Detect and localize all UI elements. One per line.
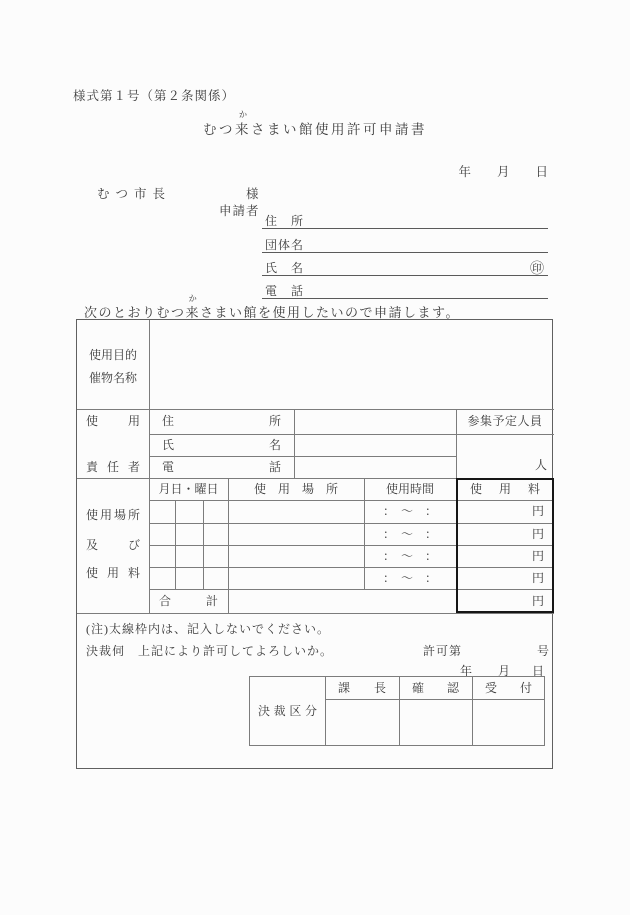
form-title: むつ か 来さまい館使用許可申請書: [203, 110, 427, 137]
table-line: [77, 613, 554, 614]
purpose-blank-area: [150, 321, 553, 408]
responsible-phone-label: 電話: [162, 460, 281, 474]
application-date-line: 年 月 日: [458, 165, 548, 179]
applicant-label: 申請者: [219, 204, 260, 218]
approval-col-section-chief: 課長: [338, 681, 386, 695]
fee-unit-row3: 円: [531, 549, 544, 563]
time-blank-row1: ： ～ ：: [382, 504, 437, 518]
header-fee: 使用料: [470, 482, 540, 496]
approval-row-label: 決裁区分: [258, 704, 317, 718]
address-field: [262, 212, 548, 229]
purpose-label-line1: 使用目的: [88, 348, 137, 362]
header-date-day: 月日・曜日: [158, 482, 219, 496]
fee-unit-row4: 円: [531, 571, 544, 585]
phone-field-label: 電 話: [265, 284, 305, 298]
header-time: 使用時間: [385, 482, 434, 496]
note-text: (注)太線枠内は、記入しないでください。: [86, 622, 330, 636]
fee-unit-row2: 円: [531, 527, 544, 541]
responsible-address-label: 住所: [162, 414, 281, 428]
purpose-label-line2: 催物名称: [88, 371, 137, 385]
time-blank-row2: ： ～ ：: [382, 527, 437, 541]
application-table: [76, 319, 553, 769]
fee-thick-box: [456, 478, 554, 613]
intro-ruby: か 来: [185, 294, 201, 320]
group-name-field: [262, 236, 548, 253]
usage-label-line3: 使用料: [86, 566, 140, 580]
honorific: 様: [246, 187, 259, 201]
phone-field: [262, 282, 548, 299]
furigana: か: [188, 294, 197, 303]
responsible-name-blank: [295, 434, 455, 456]
header-place: 使用場所: [254, 482, 338, 496]
responsible-label-top: 使用: [86, 414, 140, 428]
approval-col-confirm: 確認: [412, 681, 459, 695]
approval-question: 決裁伺 上記により許可してよろしいか。: [86, 644, 334, 658]
attendees-header: 参集予定人員: [467, 414, 543, 428]
title-ruby: か 来: [235, 110, 251, 137]
usage-label-line2: 及び: [86, 538, 140, 552]
fee-unit-row1: 円: [531, 504, 544, 518]
approval-date-line: 年 月 日: [459, 664, 544, 678]
seal-icon: ㊞: [530, 262, 544, 277]
attendees-unit: 人: [534, 458, 547, 472]
total-label: 合計: [159, 594, 218, 608]
form-number: 様式第１号（第２条関係）: [73, 89, 236, 103]
group-name-field-label: 団体名: [265, 238, 305, 252]
time-blank-row4: ： ～ ：: [382, 571, 437, 585]
intro-sentence: 次のとおりむつ か 来さまい館を使用したいので申請します。: [84, 294, 460, 320]
name-field-label: 氏 名: [265, 261, 305, 275]
permit-number-label: 許可第: [423, 644, 463, 658]
address-field-label: 住 所: [265, 214, 305, 228]
furigana: か: [239, 110, 247, 119]
approval-col-reception: 受付: [485, 681, 532, 695]
responsible-label-bottom: 責任者: [86, 460, 140, 474]
name-field: [262, 259, 548, 276]
addressee-mayor: むつ市長: [97, 187, 172, 201]
time-blank-row3: ： ～ ：: [382, 549, 437, 563]
permit-number-unit: 号: [537, 644, 550, 658]
usage-label-line1: 使用場所: [86, 508, 140, 522]
responsible-phone-blank: [295, 456, 455, 478]
responsible-name-label: 氏名: [162, 438, 281, 452]
fee-unit-total: 円: [531, 594, 544, 608]
approval-stamp-blank-area: [326, 700, 545, 745]
responsible-address-blank: [295, 409, 455, 434]
approval-stamp-table: [249, 676, 545, 746]
